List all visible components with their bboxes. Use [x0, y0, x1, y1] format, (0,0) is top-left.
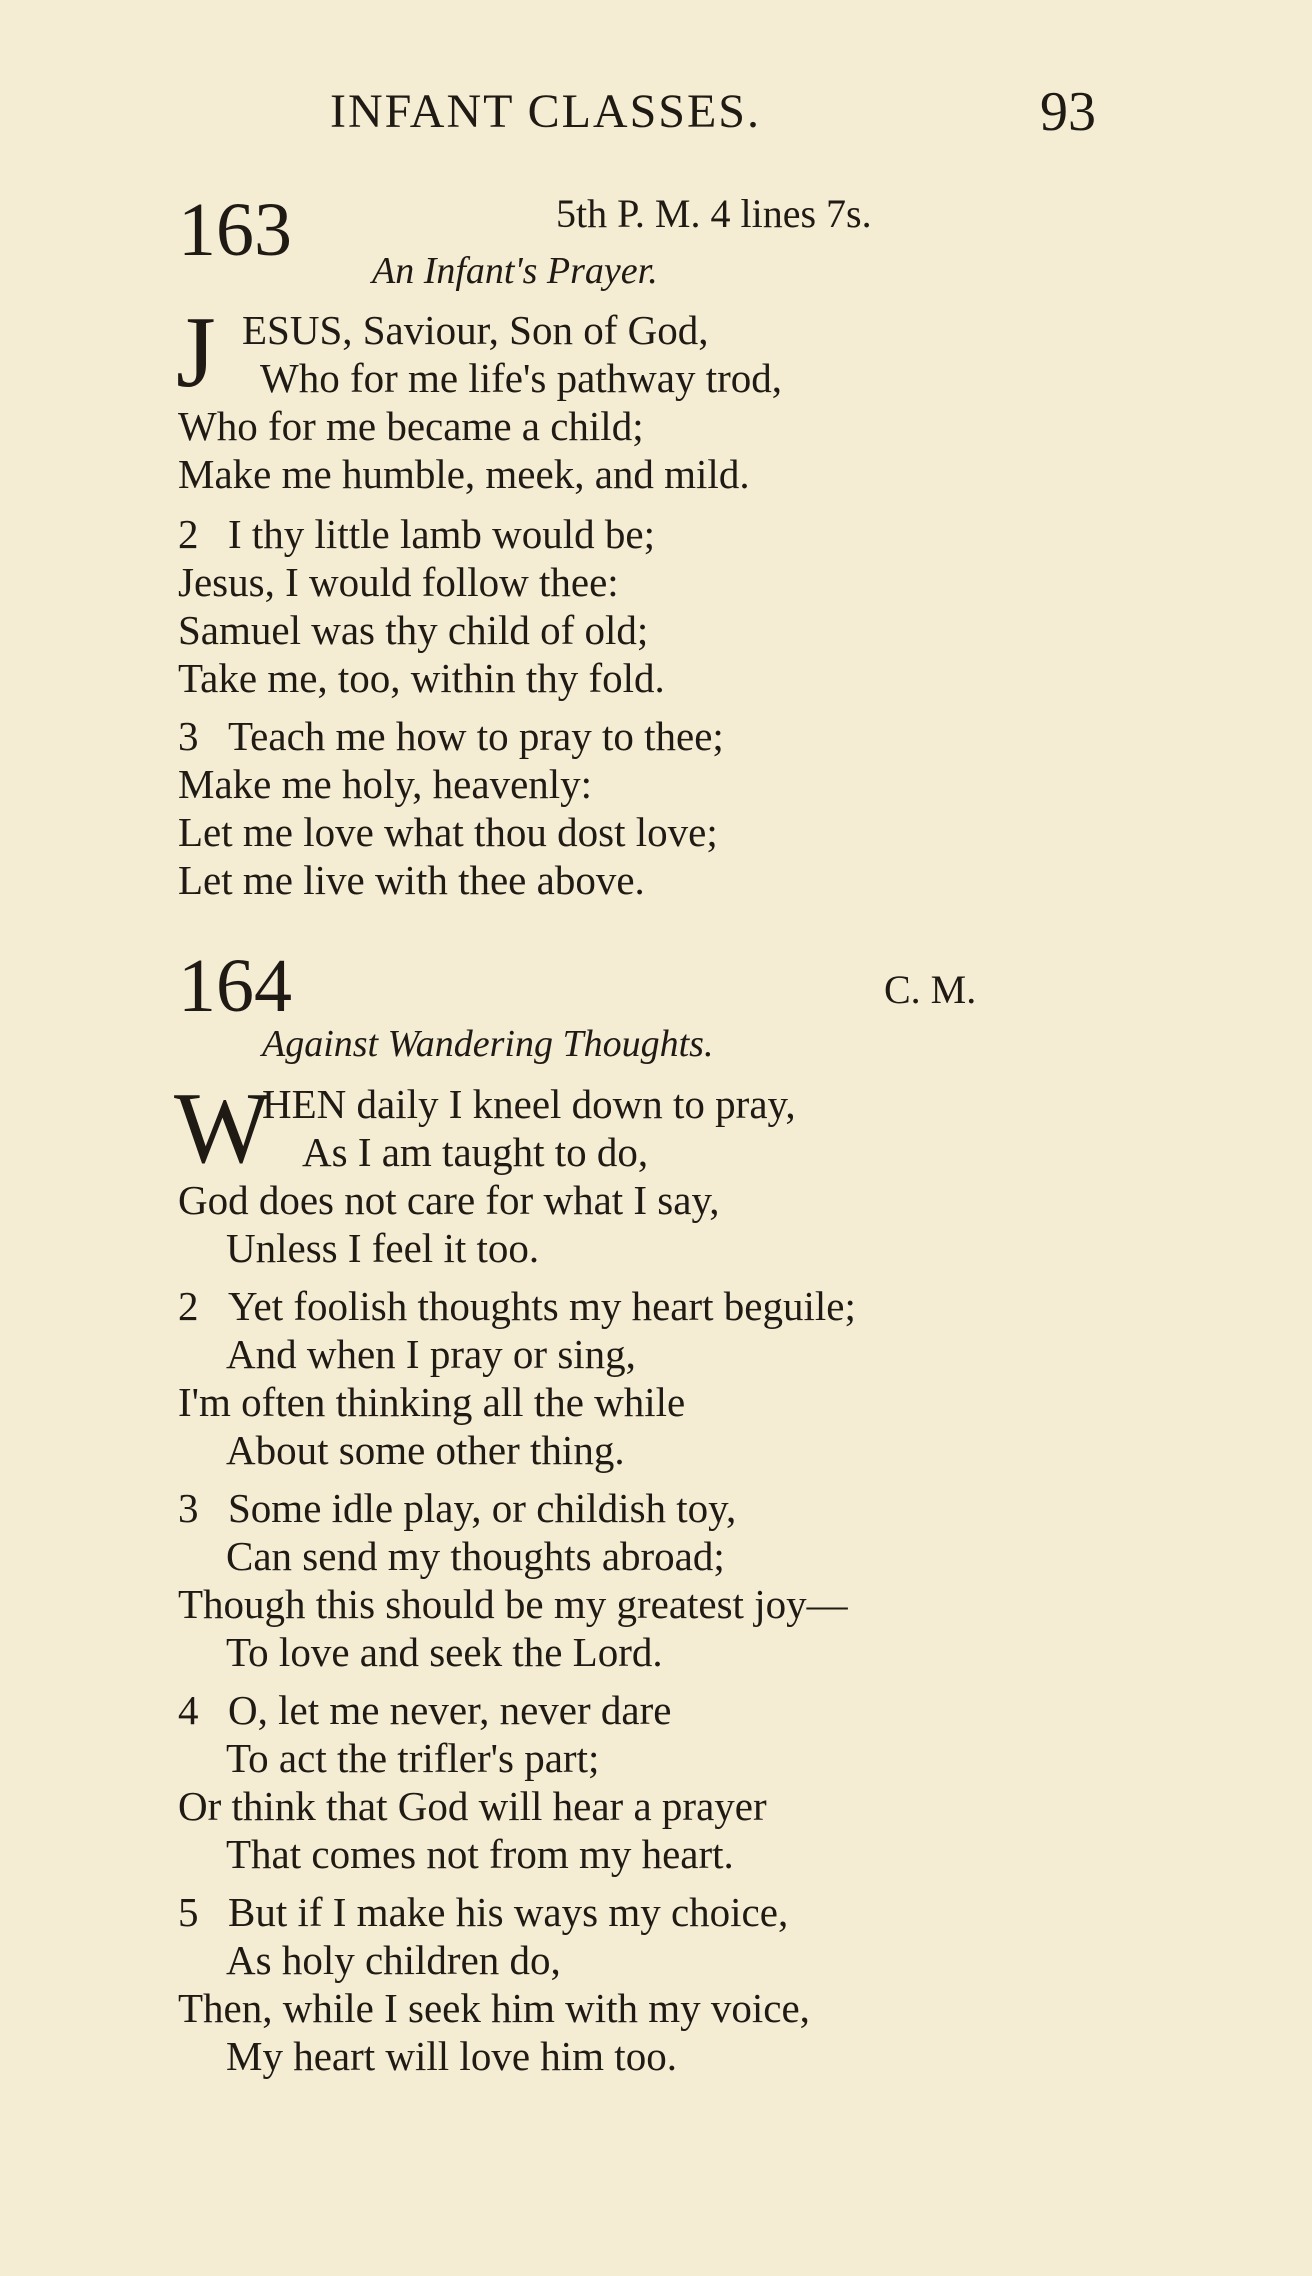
verse-line: As holy children do, [226, 1937, 561, 1983]
verse-line: O, let me never, never dare [228, 1687, 672, 1733]
verse-line: Make me holy, heavenly: [178, 761, 593, 807]
verse-line: Unless I feel it too. [226, 1225, 540, 1271]
hymn-163-stanza-3 [178, 712, 724, 904]
verse-line: HEN daily I kneel down to pray, [262, 1081, 796, 1127]
verse-line: Jesus, I would follow thee: [178, 559, 619, 605]
hymn-164-stanza-5 [178, 1888, 810, 2080]
verse-number: 4 [178, 1687, 199, 1733]
verse-number: 2 [178, 511, 199, 557]
verse-number: 5 [178, 1889, 199, 1935]
hymn-164-first-line [262, 1080, 796, 1128]
verse-line: Let me live with thee above. [178, 857, 645, 903]
verse-line: Or think that God will hear a prayer [178, 1783, 767, 1829]
verse-line: Make me humble, meek, and mild. [178, 451, 750, 497]
hymn-164-stanza-3 [178, 1484, 848, 1676]
verse-line: I thy little lamb would be; [228, 511, 656, 557]
hymn-164-stanza-2 [178, 1282, 856, 1474]
verse-line: Let me love what thou dost love; [178, 809, 718, 855]
hymn-163-first-line [242, 306, 708, 354]
verse-line: Teach me how to pray to thee; [228, 713, 724, 759]
verse-line: But if I make his ways my choice, [228, 1889, 789, 1935]
verse-line: ESUS, Saviour, Son of God, [242, 307, 709, 353]
hymn-163-dropcap: J [176, 296, 216, 409]
hymn-164-meter: C. M. [884, 967, 977, 1012]
verse-number: 3 [178, 713, 199, 759]
page-number: 93 [1040, 81, 1096, 143]
verse-line: Take me, too, within thy fold. [178, 655, 665, 701]
verse-line: To love and seek the Lord. [226, 1629, 663, 1675]
verse-line: Who for me became a child; [178, 403, 644, 449]
running-header: INFANT CLASSES. [330, 85, 761, 138]
hymn-163-meter: 5th P. M. 4 lines 7s. [556, 191, 872, 236]
verse-line: Who for me life's pathway trod, [260, 355, 783, 401]
verse-line: That comes not from my heart. [226, 1831, 734, 1877]
verse-line: Samuel was thy child of old; [178, 607, 649, 653]
verse-line: Can send my thoughts abroad; [226, 1533, 725, 1579]
hymn-164-dropcap: W [174, 1072, 271, 1185]
verse-line: About some other thing. [226, 1427, 625, 1473]
hymn-164-stanza-1 [178, 1128, 720, 1272]
verse-line: And when I pray or sing, [226, 1331, 636, 1377]
verse-line: Some idle play, or childish toy, [228, 1485, 737, 1531]
verse-number: 2 [178, 1283, 199, 1329]
verse-line: Though this should be my greatest joy— [178, 1581, 848, 1627]
hymn-164-number: 164 [178, 944, 292, 1028]
verse-line: God does not care for what I say, [178, 1177, 720, 1223]
hymn-164-stanza-4 [178, 1686, 767, 1878]
verse-line: Yet foolish thoughts my heart beguile; [228, 1283, 856, 1329]
hymn-163-number: 163 [178, 188, 292, 272]
hymn-163-title: An Infant's Prayer. [372, 250, 658, 292]
hymn-163-stanza-1 [178, 354, 782, 498]
hymn-164-title: Against Wandering Thoughts. [262, 1023, 714, 1065]
verse-line: My heart will love him too. [226, 2033, 677, 2079]
verse-line: To act the trifler's part; [226, 1735, 600, 1781]
verse-number: 3 [178, 1485, 199, 1531]
verse-line: As I am taught to do, [302, 1129, 649, 1175]
verse-line: I'm often thinking all the while [178, 1379, 686, 1425]
hymn-163-stanza-2 [178, 510, 665, 702]
verse-line: Then, while I seek him with my voice, [178, 1985, 810, 2031]
